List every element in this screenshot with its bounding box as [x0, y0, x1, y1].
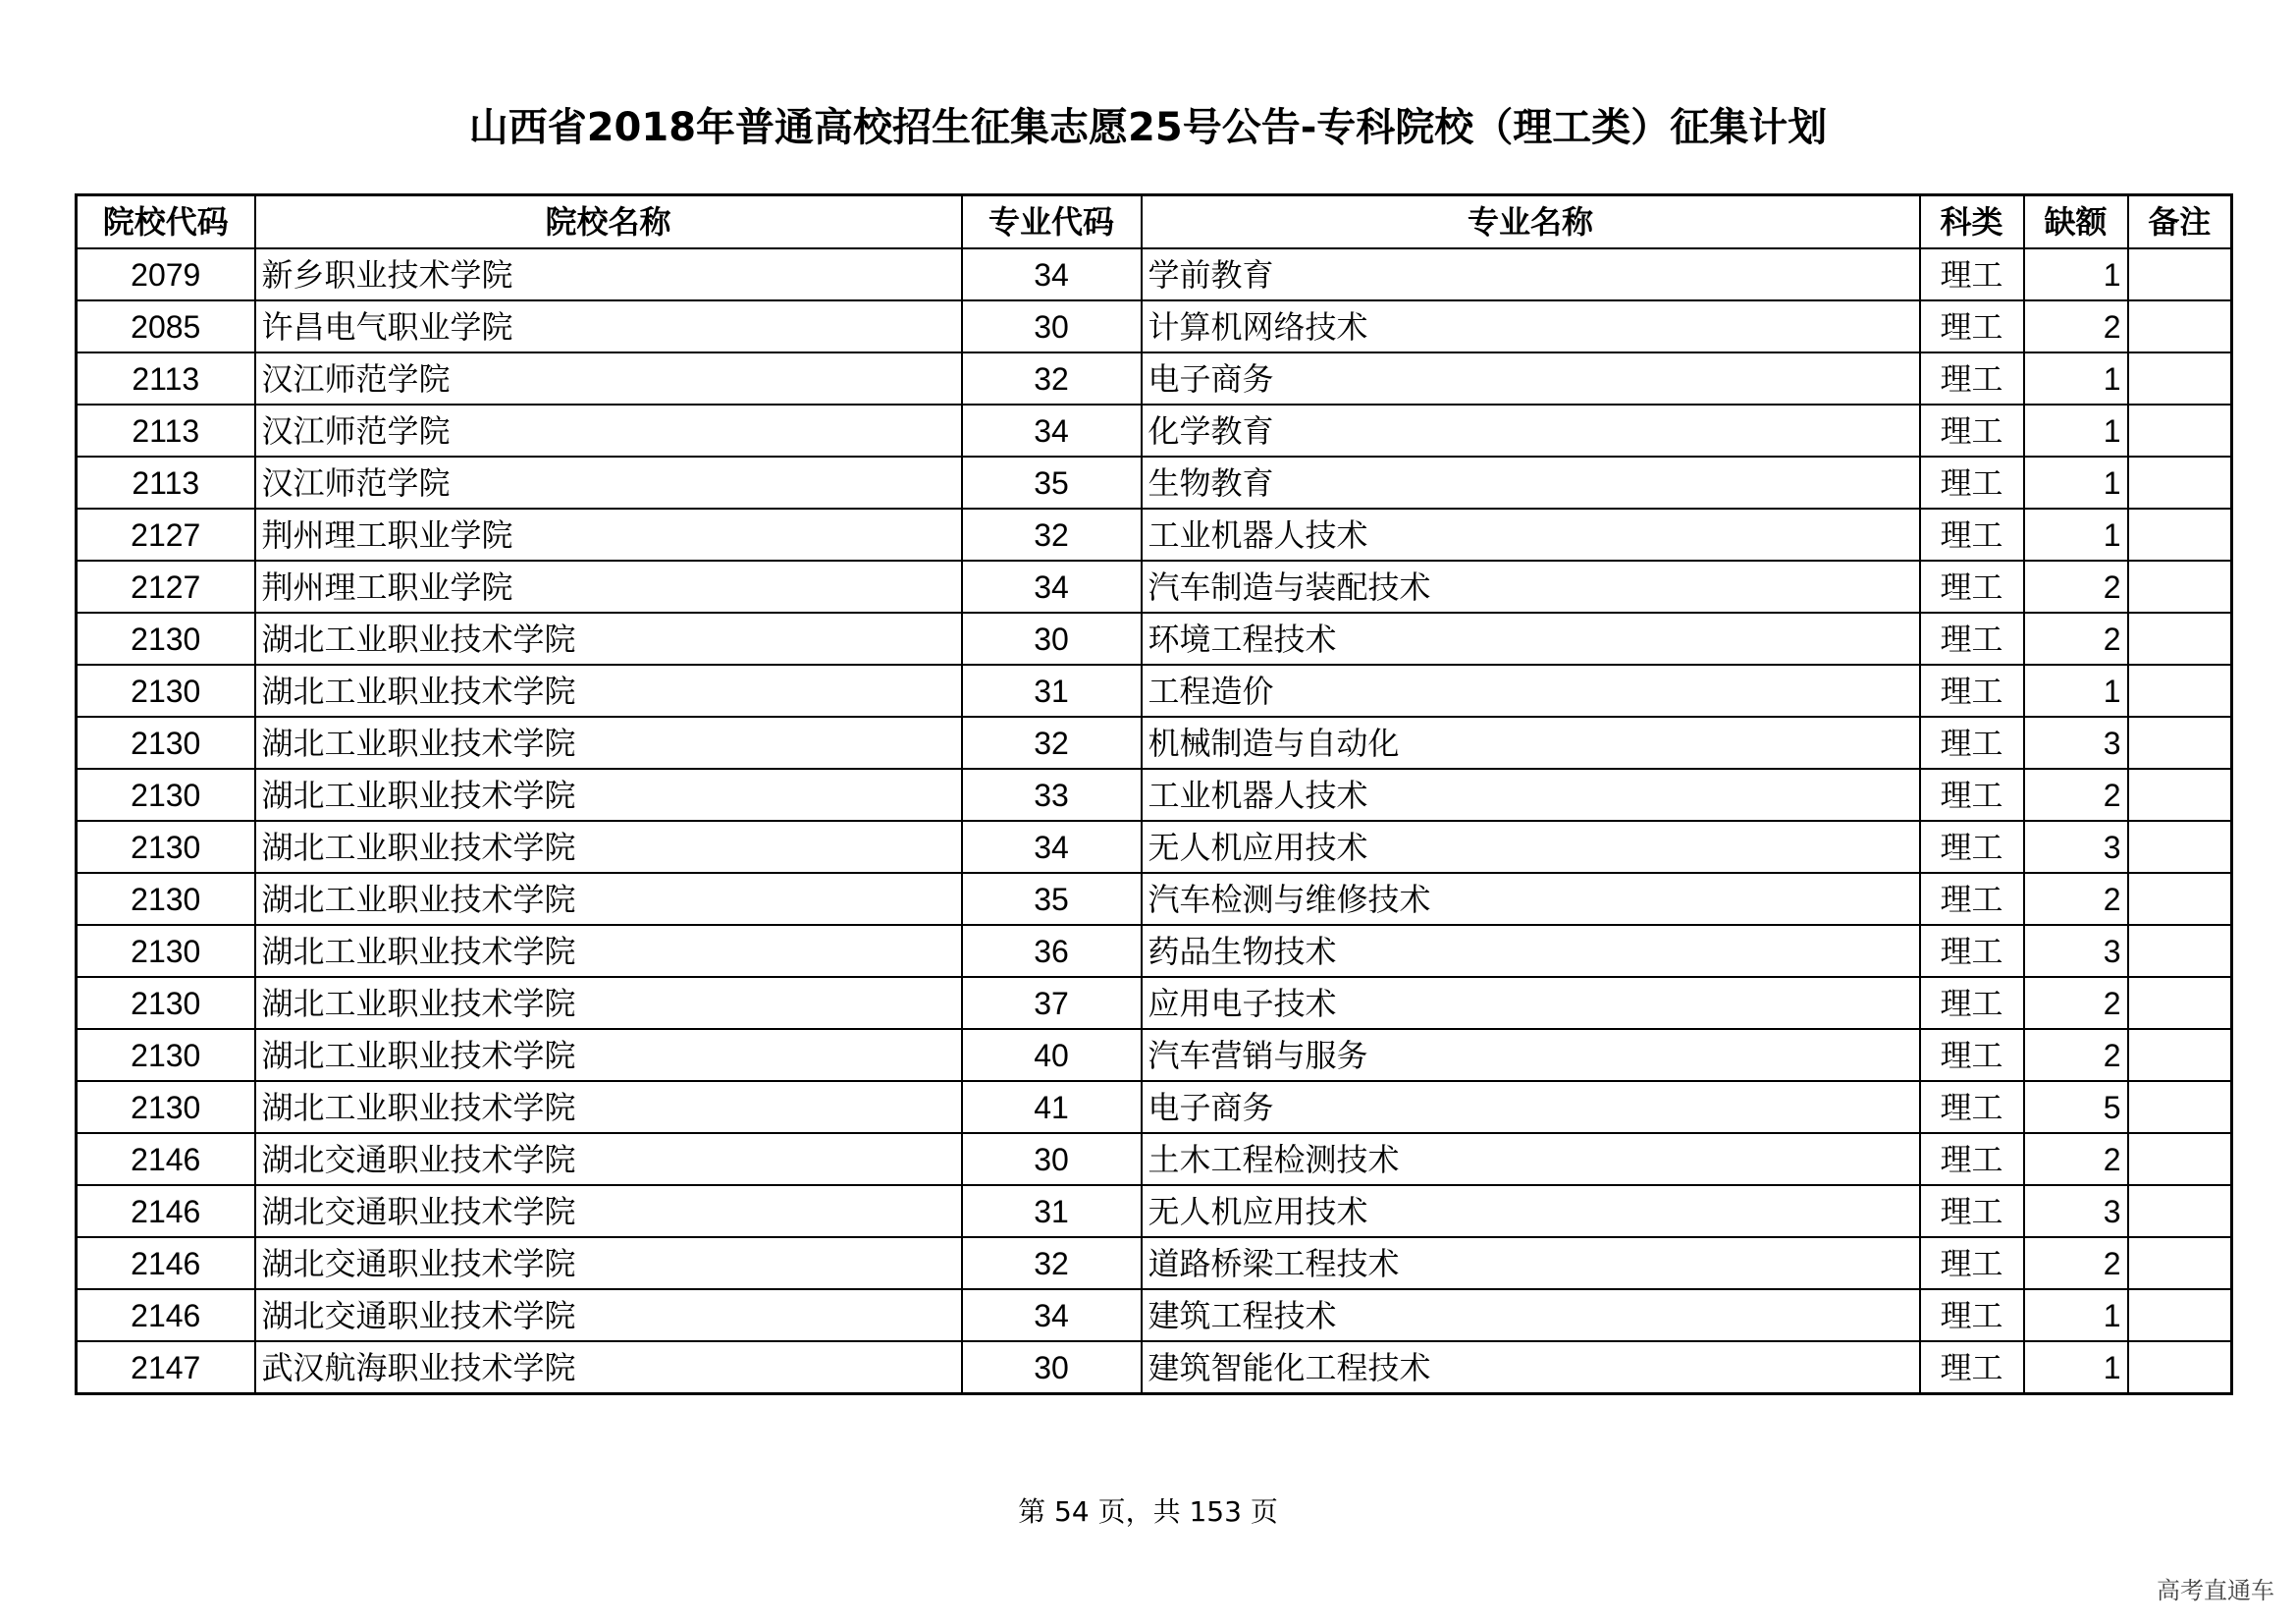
vacancy-cell: 1 [2024, 352, 2128, 405]
major-name-cell: 无人机应用技术 [1142, 1185, 1920, 1237]
school-name-cell: 汉江师范学院 [255, 405, 962, 457]
major-name-cell: 建筑工程技术 [1142, 1289, 1920, 1341]
school-name-cell: 湖北交通职业技术学院 [255, 1185, 962, 1237]
vacancy-cell: 1 [2024, 1289, 2128, 1341]
category-cell: 理工 [1920, 1029, 2024, 1081]
category-cell: 理工 [1920, 1237, 2024, 1289]
remarks-cell [2128, 977, 2232, 1029]
table-row [77, 405, 2232, 457]
category-cell: 理工 [1920, 300, 2024, 352]
category-cell: 理工 [1920, 1133, 2024, 1185]
table-row [77, 248, 2232, 300]
table-row [77, 1341, 2232, 1394]
school-code-cell: 2130 [77, 665, 255, 717]
table-row [77, 769, 2232, 821]
remarks-cell [2128, 821, 2232, 873]
major-name-cell: 生物教育 [1142, 457, 1920, 509]
major-code-cell: 41 [962, 1081, 1142, 1133]
vacancy-cell: 1 [2024, 405, 2128, 457]
school-name-cell: 湖北工业职业技术学院 [255, 613, 962, 665]
school-code-cell: 2130 [77, 925, 255, 977]
category-cell: 理工 [1920, 509, 2024, 561]
watermark: 高考直通车 [2157, 1577, 2274, 1604]
category-cell: 理工 [1920, 1081, 2024, 1133]
major-code-cell: 33 [962, 769, 1142, 821]
major-name-cell: 汽车检测与维修技术 [1142, 873, 1920, 925]
category-cell: 理工 [1920, 248, 2024, 300]
remarks-cell [2128, 925, 2232, 977]
remarks-cell [2128, 1289, 2232, 1341]
major-name-cell: 工业机器人技术 [1142, 769, 1920, 821]
table-row [77, 821, 2232, 873]
remarks-cell [2128, 1237, 2232, 1289]
page-number-footer: 第 54 页，共 153 页 [1018, 1495, 1278, 1528]
vacancy-cell: 1 [2024, 248, 2128, 300]
school-name-cell: 湖北工业职业技术学院 [255, 925, 962, 977]
table-body [77, 248, 2232, 1394]
school-name-cell: 湖北工业职业技术学院 [255, 821, 962, 873]
school-name-cell: 湖北工业职业技术学院 [255, 1081, 962, 1133]
school-name-cell: 荆州理工职业学院 [255, 509, 962, 561]
vacancy-cell: 2 [2024, 561, 2128, 613]
header-major-name: 专业名称 [1142, 195, 1920, 249]
vacancy-cell: 3 [2024, 717, 2128, 769]
school-code-cell: 2130 [77, 717, 255, 769]
major-code-cell: 40 [962, 1029, 1142, 1081]
school-code-cell: 2146 [77, 1237, 255, 1289]
vacancy-cell: 2 [2024, 1029, 2128, 1081]
school-code-cell: 2146 [77, 1133, 255, 1185]
table-row [77, 1185, 2232, 1237]
major-code-cell: 30 [962, 300, 1142, 352]
major-code-cell: 32 [962, 352, 1142, 405]
major-name-cell: 无人机应用技术 [1142, 821, 1920, 873]
major-code-cell: 32 [962, 509, 1142, 561]
school-name-cell: 新乡职业技术学院 [255, 248, 962, 300]
table-header-row [77, 195, 2232, 249]
vacancy-cell: 1 [2024, 1341, 2128, 1394]
page-title: 山西省2018年普通高校招生征集志愿25号公告-专科院校（理工类）征集计划 [468, 105, 1828, 150]
school-code-cell: 2146 [77, 1289, 255, 1341]
table-row [77, 457, 2232, 509]
school-code-cell: 2127 [77, 509, 255, 561]
table-row [77, 1237, 2232, 1289]
school-name-cell: 湖北工业职业技术学院 [255, 717, 962, 769]
major-name-cell: 计算机网络技术 [1142, 300, 1920, 352]
major-code-cell: 37 [962, 977, 1142, 1029]
major-name-cell: 土木工程检测技术 [1142, 1133, 1920, 1185]
major-name-cell: 建筑智能化工程技术 [1142, 1341, 1920, 1394]
major-name-cell: 电子商务 [1142, 352, 1920, 405]
remarks-cell [2128, 717, 2232, 769]
table-row [77, 1289, 2232, 1341]
table-row [77, 925, 2232, 977]
major-name-cell: 化学教育 [1142, 405, 1920, 457]
remarks-cell [2128, 561, 2232, 613]
table-row [77, 561, 2232, 613]
school-name-cell: 武汉航海职业技术学院 [255, 1341, 962, 1394]
remarks-cell [2128, 1185, 2232, 1237]
major-code-cell: 30 [962, 1341, 1142, 1394]
major-name-cell: 机械制造与自动化 [1142, 717, 1920, 769]
school-code-cell: 2113 [77, 405, 255, 457]
header-major-code: 专业代码 [962, 195, 1142, 249]
category-cell: 理工 [1920, 457, 2024, 509]
category-cell: 理工 [1920, 821, 2024, 873]
school-code-cell: 2130 [77, 1081, 255, 1133]
major-code-cell: 30 [962, 613, 1142, 665]
table-row [77, 665, 2232, 717]
school-name-cell: 汉江师范学院 [255, 457, 962, 509]
vacancy-cell: 1 [2024, 509, 2128, 561]
major-name-cell: 道路桥梁工程技术 [1142, 1237, 1920, 1289]
major-code-cell: 31 [962, 1185, 1142, 1237]
remarks-cell [2128, 352, 2232, 405]
category-cell: 理工 [1920, 1341, 2024, 1394]
table-row [77, 613, 2232, 665]
table-row [77, 1081, 2232, 1133]
remarks-cell [2128, 769, 2232, 821]
major-code-cell: 34 [962, 405, 1142, 457]
school-name-cell: 湖北交通职业技术学院 [255, 1237, 962, 1289]
major-code-cell: 31 [962, 665, 1142, 717]
major-code-cell: 34 [962, 561, 1142, 613]
category-cell: 理工 [1920, 977, 2024, 1029]
vacancy-cell: 3 [2024, 821, 2128, 873]
school-name-cell: 湖北交通职业技术学院 [255, 1289, 962, 1341]
remarks-cell [2128, 457, 2232, 509]
school-name-cell: 许昌电气职业学院 [255, 300, 962, 352]
school-name-cell: 湖北交通职业技术学院 [255, 1133, 962, 1185]
school-code-cell: 2127 [77, 561, 255, 613]
header-vacancy: 缺额 [2024, 195, 2128, 249]
table-row [77, 1133, 2232, 1185]
table-row [77, 717, 2232, 769]
major-code-cell: 34 [962, 821, 1142, 873]
major-name-cell: 环境工程技术 [1142, 613, 1920, 665]
major-name-cell: 药品生物技术 [1142, 925, 1920, 977]
school-name-cell: 荆州理工职业学院 [255, 561, 962, 613]
remarks-cell [2128, 1341, 2232, 1394]
category-cell: 理工 [1920, 1289, 2024, 1341]
school-name-cell: 汉江师范学院 [255, 352, 962, 405]
category-cell: 理工 [1920, 561, 2024, 613]
major-name-cell: 汽车制造与装配技术 [1142, 561, 1920, 613]
header-school-code: 院校代码 [77, 195, 255, 249]
major-code-cell: 34 [962, 1289, 1142, 1341]
vacancy-cell: 2 [2024, 769, 2128, 821]
vacancy-cell: 1 [2024, 457, 2128, 509]
remarks-cell [2128, 1081, 2232, 1133]
remarks-cell [2128, 1133, 2232, 1185]
category-cell: 理工 [1920, 717, 2024, 769]
vacancy-cell: 2 [2024, 613, 2128, 665]
vacancy-cell: 2 [2024, 873, 2128, 925]
vacancy-cell: 1 [2024, 665, 2128, 717]
table-row [77, 509, 2232, 561]
remarks-cell [2128, 300, 2232, 352]
major-code-cell: 32 [962, 717, 1142, 769]
major-code-cell: 34 [962, 248, 1142, 300]
header-school-name: 院校名称 [255, 195, 962, 249]
vacancy-cell: 2 [2024, 977, 2128, 1029]
school-code-cell: 2130 [77, 821, 255, 873]
major-name-cell: 工程造价 [1142, 665, 1920, 717]
table-row [77, 873, 2232, 925]
vacancy-cell: 2 [2024, 1237, 2128, 1289]
vacancy-cell: 2 [2024, 1133, 2128, 1185]
header-remarks: 备注 [2128, 195, 2232, 249]
vacancy-cell: 5 [2024, 1081, 2128, 1133]
category-cell: 理工 [1920, 613, 2024, 665]
school-code-cell: 2130 [77, 769, 255, 821]
major-name-cell: 工业机器人技术 [1142, 509, 1920, 561]
major-code-cell: 30 [962, 1133, 1142, 1185]
school-name-cell: 湖北工业职业技术学院 [255, 977, 962, 1029]
school-code-cell: 2113 [77, 457, 255, 509]
remarks-cell [2128, 665, 2232, 717]
major-code-cell: 32 [962, 1237, 1142, 1289]
vacancy-cell: 2 [2024, 300, 2128, 352]
header-category: 科类 [1920, 195, 2024, 249]
school-code-cell: 2085 [77, 300, 255, 352]
enrollment-plan-table [75, 193, 2233, 1395]
table-row [77, 977, 2232, 1029]
vacancy-cell: 3 [2024, 925, 2128, 977]
major-code-cell: 35 [962, 457, 1142, 509]
major-name-cell: 汽车营销与服务 [1142, 1029, 1920, 1081]
school-code-cell: 2130 [77, 977, 255, 1029]
remarks-cell [2128, 613, 2232, 665]
table-row [77, 1029, 2232, 1081]
table-row [77, 300, 2232, 352]
school-name-cell: 湖北工业职业技术学院 [255, 665, 962, 717]
major-name-cell: 学前教育 [1142, 248, 1920, 300]
vacancy-cell: 3 [2024, 1185, 2128, 1237]
school-code-cell: 2130 [77, 873, 255, 925]
remarks-cell [2128, 509, 2232, 561]
major-code-cell: 36 [962, 925, 1142, 977]
school-code-cell: 2113 [77, 352, 255, 405]
remarks-cell [2128, 873, 2232, 925]
school-name-cell: 湖北工业职业技术学院 [255, 873, 962, 925]
school-code-cell: 2147 [77, 1341, 255, 1394]
major-name-cell: 电子商务 [1142, 1081, 1920, 1133]
major-name-cell: 应用电子技术 [1142, 977, 1920, 1029]
remarks-cell [2128, 405, 2232, 457]
school-code-cell: 2130 [77, 613, 255, 665]
major-code-cell: 35 [962, 873, 1142, 925]
table-row [77, 352, 2232, 405]
remarks-cell [2128, 1029, 2232, 1081]
category-cell: 理工 [1920, 352, 2024, 405]
remarks-cell [2128, 248, 2232, 300]
category-cell: 理工 [1920, 873, 2024, 925]
category-cell: 理工 [1920, 405, 2024, 457]
category-cell: 理工 [1920, 1185, 2024, 1237]
school-code-cell: 2146 [77, 1185, 255, 1237]
category-cell: 理工 [1920, 665, 2024, 717]
school-code-cell: 2079 [77, 248, 255, 300]
category-cell: 理工 [1920, 925, 2024, 977]
school-name-cell: 湖北工业职业技术学院 [255, 769, 962, 821]
category-cell: 理工 [1920, 769, 2024, 821]
school-code-cell: 2130 [77, 1029, 255, 1081]
school-name-cell: 湖北工业职业技术学院 [255, 1029, 962, 1081]
